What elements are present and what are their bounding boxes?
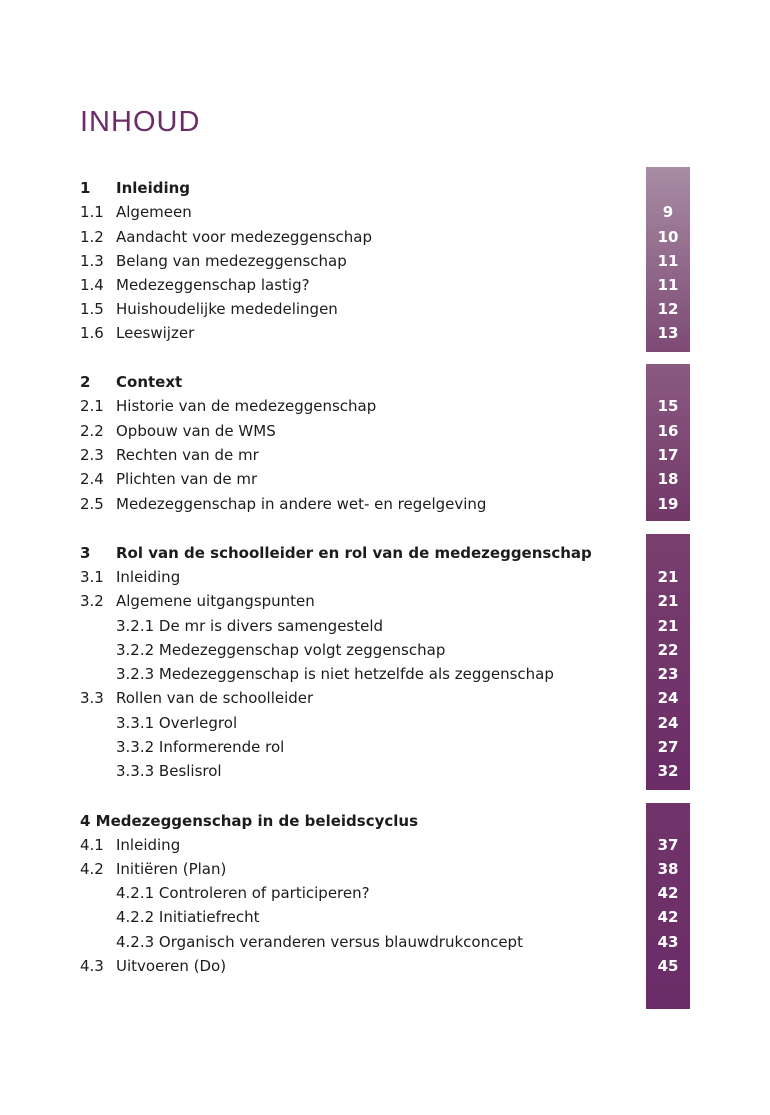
entry-number: 1.1 [80, 203, 104, 221]
chapter-title: Context [116, 373, 183, 391]
toc-subentry[interactable] [80, 638, 690, 662]
page-title: INHOUD [80, 106, 201, 138]
entry-number: 2.5 [80, 495, 104, 513]
toc-entry[interactable] [80, 492, 690, 516]
entry-title: Algemene uitgangspunten [116, 592, 315, 610]
entry-title: Uitvoeren (Do) [116, 957, 227, 975]
entry-page: 23 [657, 665, 679, 683]
entry-page: 17 [657, 446, 679, 464]
entry-number: 2.4 [80, 470, 104, 488]
chapter-heading [80, 809, 690, 833]
entry-title: Opbouw van de WMS [116, 422, 276, 440]
toc-subentry[interactable] [80, 759, 690, 783]
chapter-heading [80, 541, 690, 565]
toc-entry[interactable] [80, 394, 690, 418]
toc-subentry[interactable] [80, 930, 690, 954]
chapter-title: 4 Medezeggenschap in de beleidscyclus [80, 812, 418, 830]
entry-number: 2.1 [80, 397, 104, 415]
toc-entry[interactable] [80, 565, 690, 589]
entry-title: 3.2.1 De mr is divers samengesteld [116, 617, 384, 635]
entry-page: 21 [657, 617, 679, 635]
entry-page: 24 [657, 714, 679, 732]
entry-page: 43 [657, 933, 679, 951]
entry-title: 3.3.3 Beslisrol [116, 762, 222, 780]
chapter-heading [80, 370, 690, 394]
toc-entry[interactable] [80, 443, 690, 467]
entry-page: 21 [657, 568, 679, 586]
entry-title: Algemeen [116, 203, 192, 221]
entry-number: 2.3 [80, 446, 104, 464]
entry-title: Aandacht voor medezeggenschap [116, 228, 372, 246]
entry-title: Plichten van de mr [116, 470, 258, 488]
entry-title: Inleiding [116, 568, 181, 586]
toc-subentry[interactable] [80, 711, 690, 735]
entry-number: 4.2 [80, 860, 104, 878]
toc-entry[interactable] [80, 225, 690, 249]
entry-page: 38 [657, 860, 679, 878]
entry-title: Historie van de medezeggenschap [116, 397, 377, 415]
entry-page: 10 [657, 228, 679, 246]
entry-number: 1.6 [80, 324, 104, 342]
entry-page: 13 [657, 324, 679, 342]
entry-title: 3.3.2 Informerende rol [116, 738, 285, 756]
entry-page: 19 [657, 495, 679, 513]
entry-page: 11 [657, 252, 679, 270]
entry-page: 22 [657, 641, 679, 659]
entry-title: Belang van medezeggenschap [116, 252, 347, 270]
entry-number: 4.1 [80, 836, 104, 854]
toc-entry[interactable] [80, 954, 690, 978]
chapter-title: Inleiding [116, 179, 191, 197]
toc-subentry[interactable] [80, 881, 690, 905]
toc-subentry[interactable] [80, 735, 690, 759]
toc-entry[interactable] [80, 589, 690, 613]
entry-number: 4.3 [80, 957, 104, 975]
entry-page: 12 [657, 300, 679, 318]
entry-page: 45 [657, 957, 679, 975]
entry-page: 15 [657, 397, 679, 415]
entry-number: 1.4 [80, 276, 104, 294]
entry-number: 3.3 [80, 689, 104, 707]
toc-entry[interactable] [80, 321, 690, 345]
entry-title: Rechten van de mr [116, 446, 259, 464]
entry-number: 1.5 [80, 300, 104, 318]
toc-entry[interactable] [80, 686, 690, 710]
toc-entry[interactable] [80, 833, 690, 857]
toc-subentry[interactable] [80, 614, 690, 638]
entry-page: 32 [657, 762, 679, 780]
entry-title: Medezeggenschap in andere wet- en regelgeving [116, 495, 487, 513]
entry-title: Leeswijzer [116, 324, 195, 342]
toc-entry[interactable] [80, 857, 690, 881]
chapter-number: 2 [80, 373, 91, 391]
toc-entry[interactable] [80, 200, 690, 224]
toc-entry[interactable] [80, 249, 690, 273]
toc-entry[interactable] [80, 467, 690, 491]
toc-subentry[interactable] [80, 662, 690, 686]
chapter-title: Rol van de schoolleider en rol van de medezeggenschap [116, 544, 592, 562]
entry-title: 3.2.2 Medezeggenschap volgt zeggenschap [116, 641, 446, 659]
entry-title: 4.2.1 Controleren of participeren? [116, 884, 370, 902]
entry-page: 24 [657, 689, 679, 707]
entry-page: 18 [657, 470, 679, 488]
entry-number: 3.2 [80, 592, 104, 610]
entry-title: Rollen van de schoolleider [116, 689, 314, 707]
entry-title: 4.2.3 Organisch veranderen versus blauwdrukconcept [116, 933, 523, 951]
chapter-heading [80, 176, 690, 200]
entry-page: 9 [662, 203, 674, 221]
toc-entry[interactable] [80, 297, 690, 321]
toc-entry[interactable] [80, 273, 690, 297]
entry-number: 1.2 [80, 228, 104, 246]
chapter-number: 3 [80, 544, 91, 562]
entry-number: 1.3 [80, 252, 104, 270]
entry-title: 3.3.1 Overlegrol [116, 714, 238, 732]
entry-title: Inleiding [116, 836, 181, 854]
entry-page: 42 [657, 884, 679, 902]
entry-page: 27 [657, 738, 679, 756]
entry-title: Huishoudelijke mededelingen [116, 300, 338, 318]
entry-title: 3.2.3 Medezeggenschap is niet hetzelfde als zeggenschap [116, 665, 554, 683]
entry-page: 16 [657, 422, 679, 440]
entry-title: 4.2.2 Initiatiefrecht [116, 908, 260, 926]
toc-subentry[interactable] [80, 905, 690, 929]
chapter-number: 1 [80, 179, 91, 197]
entry-number: 2.2 [80, 422, 104, 440]
entry-page: 11 [657, 276, 679, 294]
entry-page: 42 [657, 908, 679, 926]
entry-page: 37 [657, 836, 679, 854]
toc-entry[interactable] [80, 419, 690, 443]
entry-number: 3.1 [80, 568, 104, 586]
entry-title: Medezeggenschap lastig? [116, 276, 310, 294]
entry-title: Initiëren (Plan) [116, 860, 227, 878]
entry-page: 21 [657, 592, 679, 610]
